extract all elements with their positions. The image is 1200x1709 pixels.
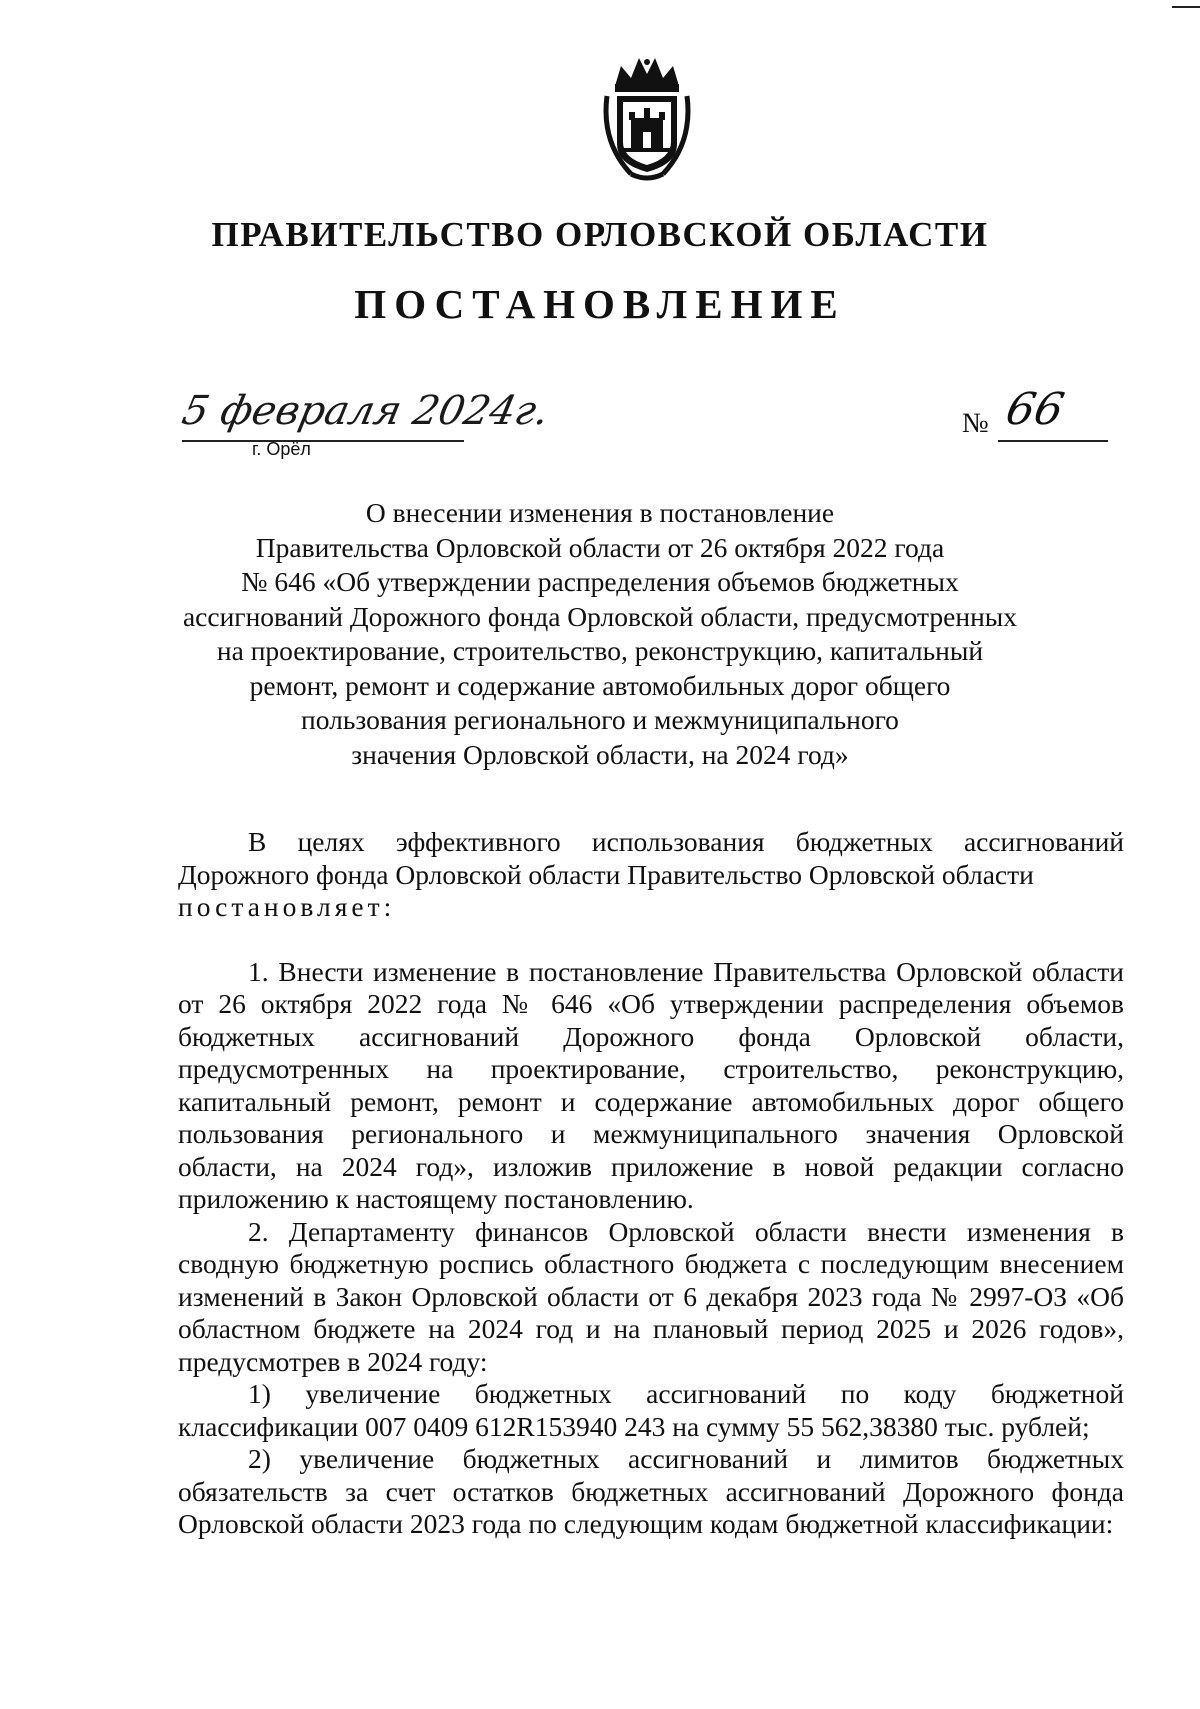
city-label: г. Орёл bbox=[252, 439, 311, 459]
item-1-paragraph: 1. Внести изменение в постановление Правительства Орловской области от 26 октября 2022 года № 646 «Об утверждении распределения объемов бюджетных ассигнований Дорожного фонда Орловской области, предусмотренных на проектирование, строительство, реконструкцию, капитальный ремонт, ремонт и содержание автомобильных дорог общего пользования регионального и межмуниципального значения Орловской области, на 2024 год», изложив приложение в новой редакции согласно приложению к настоящему постановлению. bbox=[178, 955, 1124, 1214]
subject-line: О внесении изменения в постановление bbox=[365, 497, 835, 528]
number-underline bbox=[998, 440, 1108, 442]
subject-line: Правительства Орловской области от 26 октября 2022 года bbox=[255, 531, 945, 563]
subitem-2-paragraph: 2) увеличение бюджетных ассигнований и лимитов бюджетных обязательств за счет остатков бюджетных ассигнований Дорожного фонда Орловской области 2023 года по следующим кодам бюджетной классификации: bbox=[178, 1443, 1124, 1539]
handwritten-number: 66 bbox=[1001, 384, 1069, 435]
subject-line: значения Орловской области, на 2024 год» bbox=[351, 738, 849, 770]
preamble-paragraph bbox=[178, 826, 1124, 891]
subject-line: пользования регионального и межмуниципального bbox=[301, 704, 899, 735]
subject-line: на проектирование, строительство, реконструкцию, капитальный bbox=[216, 635, 984, 666]
date-underline bbox=[182, 440, 464, 442]
resolves-word: постановляет: bbox=[178, 891, 396, 922]
item-2-paragraph: 2. Департаменту финансов Орловской области внести изменения в сводную бюджетную роспись областного бюджета с последующим внесением изменений в Закон Орловской области от 6 декабря 2023 года № 2997-ОЗ «Об областном бюджете на 2024 год и на плановый период 2025 и 2026 годов», предусмотрев в 2024 году: bbox=[178, 1215, 1124, 1377]
subject-line: ассигнований Дорожного фонда Орловской области, предусмотренных bbox=[182, 600, 1018, 632]
subitem-1-paragraph: 1) увеличение бюджетных ассигнований по коду бюджетной классификации 007 0409 612R153940 243 на сумму 55 562,38380 тыс. рублей; bbox=[178, 1378, 1124, 1442]
subject-line: ремонт, ремонт и содержание автомобильных дорог общего bbox=[249, 669, 951, 701]
document-subject bbox=[150, 496, 1050, 772]
document-body bbox=[178, 826, 1124, 1541]
preamble-text: В целях эффективного использования бюджетных ассигнований Дорожного фонда Орловской области Правительство Орловской области bbox=[178, 826, 1124, 890]
document-type-title: ПОСТАНОВЛЕНИЕ bbox=[354, 281, 846, 327]
coat-of-arms-icon bbox=[601, 52, 693, 184]
number-sign: № bbox=[962, 408, 989, 439]
corner-mark bbox=[1172, 6, 1200, 8]
handwritten-date: 5 февраля 2024г. bbox=[178, 388, 554, 434]
subject-line: № 646 «Об утверждении распределения объемов бюджетных bbox=[241, 566, 959, 597]
government-title: ПРАВИТЕЛЬСТВО ОРЛОВСКОЙ ОБЛАСТИ bbox=[211, 215, 989, 254]
resolves-paragraph bbox=[178, 891, 1124, 924]
